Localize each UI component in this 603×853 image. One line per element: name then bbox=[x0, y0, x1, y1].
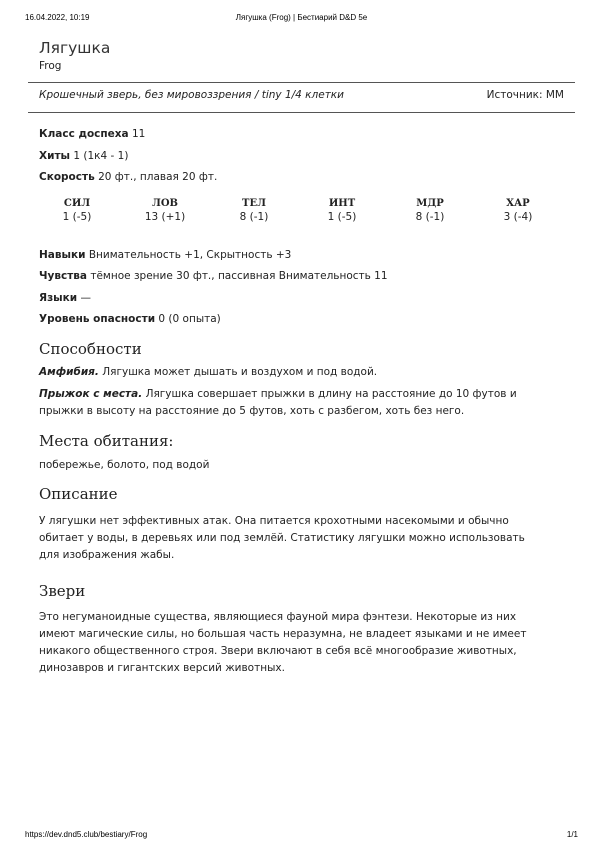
senses-label: Чувства bbox=[39, 270, 88, 282]
print-url: https://dev.dnd5.club/bestiary/Frog bbox=[25, 830, 148, 839]
creature-meta-bar bbox=[28, 82, 575, 113]
languages bbox=[39, 291, 91, 306]
speed-label: Скорость bbox=[39, 171, 95, 183]
trait-amphibious bbox=[39, 364, 539, 381]
ability-value: 3 (-4) bbox=[503, 211, 533, 223]
ability-wis bbox=[400, 198, 460, 223]
ability-value: 13 (+1) bbox=[144, 211, 186, 223]
print-page-number: 1/1 bbox=[566, 830, 578, 839]
ability-cha bbox=[488, 198, 548, 223]
hit-points bbox=[39, 149, 128, 164]
challenge-rating-label: Уровень опасности bbox=[39, 313, 156, 325]
trait-text: Лягушка может дышать и воздухом и под водой. bbox=[102, 366, 378, 378]
ability-dex bbox=[135, 198, 195, 223]
armor-class-label: Класс доспеха bbox=[39, 128, 129, 140]
armor-class-value: 11 bbox=[131, 128, 146, 140]
ability-label: ТЕЛ bbox=[242, 198, 266, 209]
habitat-text: побережье, болото, под водой bbox=[39, 459, 210, 471]
speed bbox=[39, 170, 217, 185]
languages-label: Языки bbox=[39, 292, 78, 304]
ability-int bbox=[312, 198, 372, 223]
creature-header bbox=[39, 38, 563, 74]
trait-name: Прыжок с места. bbox=[39, 388, 143, 400]
ability-label: СИЛ bbox=[63, 198, 91, 209]
challenge-rating bbox=[39, 312, 221, 327]
creature-name: Лягушка bbox=[39, 39, 111, 57]
skills-value: Внимательность +1, Скрытность +3 bbox=[88, 249, 292, 261]
ability-value: 1 (-5) bbox=[327, 211, 357, 223]
skills bbox=[39, 248, 291, 263]
armor-class bbox=[39, 127, 145, 142]
ability-label: ХАР bbox=[506, 198, 530, 209]
description-text: У лягушки нет эффективных атак. Она питается крохотными насекомыми и обычно обитает у воды, в деревьях или под землёй. Статистику лягушки можно использовать для изображения жабы. bbox=[39, 515, 525, 561]
print-datetime: 16.04.2022, 10:19 bbox=[25, 13, 90, 22]
hit-points-label: Хиты bbox=[39, 150, 71, 162]
print-page-title: Лягушка (Frog) | Бестиарий D&D 5e bbox=[235, 13, 368, 22]
challenge-rating-value: 0 (0 опыта) bbox=[158, 313, 221, 325]
creature-type-line: Крошечный зверь, без мировоззрения / tiny 1/4 клетки bbox=[39, 89, 344, 101]
senses-value: тёмное зрение 30 фт., пассивная Внимательность 11 bbox=[90, 270, 388, 282]
habitat-heading: Места обитания: bbox=[39, 432, 174, 450]
ability-label: МДР bbox=[416, 198, 444, 209]
creature-name-en: Frog bbox=[39, 60, 62, 72]
abilities-heading: Способности bbox=[39, 340, 142, 358]
languages-value: — bbox=[80, 292, 92, 304]
skills-label: Навыки bbox=[39, 249, 86, 261]
senses bbox=[39, 269, 388, 284]
trait-text: Лягушка совершает прыжки в длину на расстояние до 10 футов и прыжки в высоту на расстояние до 5 футов, хоть с разбегом, хоть без него. bbox=[39, 388, 517, 417]
ability-str bbox=[47, 198, 107, 223]
ability-label: ЛОВ bbox=[151, 198, 178, 209]
trait-standing-leap bbox=[39, 386, 539, 420]
ability-value: 1 (-5) bbox=[62, 211, 92, 223]
beasts-heading: Звери bbox=[39, 582, 86, 600]
beasts-text: Это негуманоидные существа, являющиеся фауной мира фэнтези. Некоторые из них имеют магические силы, но большая часть неразумна, не владеет языками и не имеет никакого общественного строя. Звери включают в себя всё многообразие животных, динозавров и гигантских версий животных. bbox=[39, 611, 527, 674]
speed-value: 20 фт., плавая 20 фт. bbox=[98, 171, 218, 183]
ability-value: 8 (-1) bbox=[239, 211, 269, 223]
creature-source: Источник: MM bbox=[486, 89, 564, 101]
hit-points-value: 1 (1к4 - 1) bbox=[73, 150, 129, 162]
ability-value: 8 (-1) bbox=[415, 211, 445, 223]
ability-label: ИНТ bbox=[328, 198, 356, 209]
trait-name: Амфибия. bbox=[39, 366, 99, 378]
description-heading: Описание bbox=[39, 485, 118, 503]
ability-con bbox=[224, 198, 284, 223]
